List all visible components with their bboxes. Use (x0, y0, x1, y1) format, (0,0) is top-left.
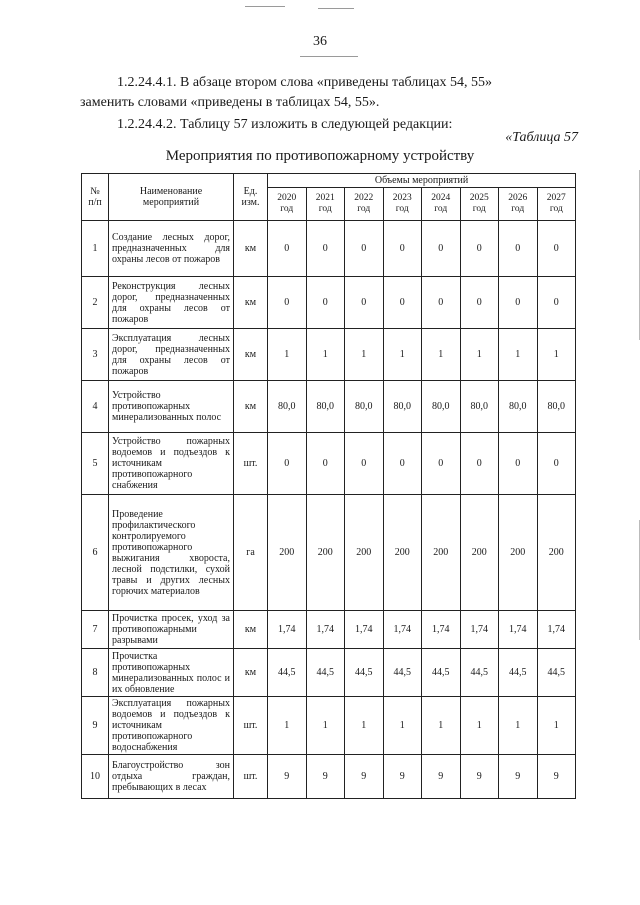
value-cell: 1 (460, 697, 499, 755)
row-number: 7 (82, 611, 109, 649)
table-row (82, 755, 576, 799)
value-cell: 1 (422, 329, 461, 381)
value-cell: 0 (383, 433, 422, 495)
value-cell: 9 (306, 755, 345, 799)
header-unit: Ед. изм. (234, 174, 268, 221)
measure-name: Создание лесных дорог, предназначенных для охраны лесов от пожаров (109, 221, 234, 277)
value-cell: 44,5 (383, 649, 422, 697)
measure-name: Проведение профилактического контролируемого противопожарного выжигания хвороста, лесной подстилки, сухой травы и других лесных горючих материалов (109, 495, 234, 611)
header-year: 2024 год (422, 188, 461, 221)
measure-name: Реконструкция лесных дорог, предназначенных для охраны лесов от пожаров (109, 277, 234, 329)
value-cell: 9 (422, 755, 461, 799)
value-cell: 44,5 (268, 649, 307, 697)
measure-name: Прочистка противопожарных минерализованных полос и их обновление (109, 649, 234, 697)
header-year: 2020 год (268, 188, 307, 221)
value-cell: 44,5 (499, 649, 538, 697)
unit-cell: км (234, 221, 268, 277)
row-number: 4 (82, 381, 109, 433)
unit-cell: шт. (234, 697, 268, 755)
table-row (82, 495, 576, 611)
value-cell: 44,5 (306, 649, 345, 697)
table-caption: Мероприятия по противопожарному устройству (165, 148, 475, 164)
value-cell: 200 (422, 495, 461, 611)
value-cell: 1,74 (499, 611, 538, 649)
header-year: 2026 год (499, 188, 538, 221)
value-cell: 1,74 (422, 611, 461, 649)
value-cell: 0 (306, 277, 345, 329)
row-number: 1 (82, 221, 109, 277)
table-row (82, 381, 576, 433)
value-cell: 1 (345, 697, 384, 755)
value-cell: 200 (306, 495, 345, 611)
value-cell: 200 (460, 495, 499, 611)
value-cell: 1 (268, 697, 307, 755)
page-number: 36 (313, 34, 327, 49)
value-cell: 1 (460, 329, 499, 381)
value-cell: 0 (306, 433, 345, 495)
value-cell: 1 (499, 329, 538, 381)
value-cell: 1,74 (383, 611, 422, 649)
unit-cell: шт. (234, 755, 268, 799)
unit-cell: км (234, 381, 268, 433)
value-cell: 1 (345, 329, 384, 381)
value-cell: 9 (345, 755, 384, 799)
value-cell: 0 (383, 277, 422, 329)
value-cell: 0 (306, 221, 345, 277)
header-year: 2027 год (537, 188, 576, 221)
unit-cell: га (234, 495, 268, 611)
header-volumes: Объемы мероприятий (268, 174, 576, 188)
row-number: 2 (82, 277, 109, 329)
value-cell: 200 (345, 495, 384, 611)
header-year: 2022 год (345, 188, 384, 221)
fire-prevention-table (81, 173, 576, 799)
value-cell: 0 (383, 221, 422, 277)
value-cell: 80,0 (383, 381, 422, 433)
value-cell: 80,0 (460, 381, 499, 433)
unit-cell: км (234, 611, 268, 649)
value-cell: 1 (422, 697, 461, 755)
value-cell: 9 (499, 755, 538, 799)
value-cell: 44,5 (537, 649, 576, 697)
value-cell: 80,0 (345, 381, 384, 433)
measure-name: Эксплуатация лесных дорог, предназначенных для охраны лесов от пожаров (109, 329, 234, 381)
value-cell: 0 (499, 433, 538, 495)
amendment-paragraph-1-line-2: заменить словами «приведены в таблицах 54, 55». (80, 95, 380, 110)
value-cell: 0 (268, 221, 307, 277)
measure-name: Благоустройство зон отдыха граждан, пребывающих в лесах (109, 755, 234, 799)
value-cell: 1 (537, 697, 576, 755)
amendment-paragraph-2: 1.2.24.4.2. Таблицу 57 изложить в следующей редакции: (117, 117, 453, 132)
value-cell: 200 (383, 495, 422, 611)
unit-cell: км (234, 649, 268, 697)
table-body (82, 221, 576, 799)
value-cell: 1 (268, 329, 307, 381)
value-cell: 1,74 (345, 611, 384, 649)
value-cell: 0 (460, 433, 499, 495)
value-cell: 80,0 (499, 381, 538, 433)
value-cell: 0 (268, 277, 307, 329)
value-cell: 0 (499, 221, 538, 277)
measure-name: Устройство противопожарных минерализованных полос (109, 381, 234, 433)
scan-artifact (245, 6, 285, 7)
row-number: 9 (82, 697, 109, 755)
value-cell: 9 (383, 755, 422, 799)
unit-cell: км (234, 277, 268, 329)
unit-cell: км (234, 329, 268, 381)
row-number: 5 (82, 433, 109, 495)
row-number: 3 (82, 329, 109, 381)
value-cell: 44,5 (422, 649, 461, 697)
table-label: «Таблица 57 (505, 130, 578, 145)
table-row (82, 277, 576, 329)
measure-name: Устройство пожарных водоемов и подъездов к источникам противопожарного снабжения (109, 433, 234, 495)
table-row (82, 697, 576, 755)
row-number: 10 (82, 755, 109, 799)
value-cell: 1 (499, 697, 538, 755)
value-cell: 80,0 (306, 381, 345, 433)
value-cell: 44,5 (460, 649, 499, 697)
scan-artifact (300, 56, 358, 57)
value-cell: 1 (537, 329, 576, 381)
value-cell: 0 (422, 277, 461, 329)
value-cell: 200 (268, 495, 307, 611)
header-year: 2025 год (460, 188, 499, 221)
value-cell: 1,74 (537, 611, 576, 649)
amendment-paragraph-1-line-1: 1.2.24.4.1. В абзаце втором слова «приведены таблицах 54, 55» (117, 75, 492, 90)
header-year: 2023 год (383, 188, 422, 221)
value-cell: 0 (345, 433, 384, 495)
value-cell: 1 (306, 329, 345, 381)
value-cell: 9 (268, 755, 307, 799)
value-cell: 0 (537, 277, 576, 329)
value-cell: 9 (537, 755, 576, 799)
measure-name: Эксплуатация пожарных водоемов и подъездов к источникам противопожарного водоснабжения (109, 697, 234, 755)
value-cell: 0 (345, 221, 384, 277)
value-cell: 9 (460, 755, 499, 799)
value-cell: 0 (422, 433, 461, 495)
scan-artifact (318, 8, 354, 9)
value-cell: 0 (268, 433, 307, 495)
table-row (82, 221, 576, 277)
row-number: 8 (82, 649, 109, 697)
value-cell: 80,0 (268, 381, 307, 433)
value-cell: 0 (422, 221, 461, 277)
table-row (82, 433, 576, 495)
value-cell: 0 (460, 277, 499, 329)
value-cell: 200 (537, 495, 576, 611)
header-name: Наименование мероприятий (109, 174, 234, 221)
table-row (82, 611, 576, 649)
value-cell: 1 (306, 697, 345, 755)
value-cell: 0 (537, 433, 576, 495)
value-cell: 200 (499, 495, 538, 611)
header-num: № п/п (82, 174, 109, 221)
value-cell: 0 (537, 221, 576, 277)
value-cell: 1 (383, 697, 422, 755)
table-row (82, 649, 576, 697)
value-cell: 0 (499, 277, 538, 329)
value-cell: 1,74 (268, 611, 307, 649)
measure-name: Прочистка просек, уход за противопожарными разрывами (109, 611, 234, 649)
value-cell: 80,0 (537, 381, 576, 433)
value-cell: 0 (345, 277, 384, 329)
value-cell: 1 (383, 329, 422, 381)
header-year: 2021 год (306, 188, 345, 221)
unit-cell: шт. (234, 433, 268, 495)
value-cell: 80,0 (422, 381, 461, 433)
value-cell: 1,74 (306, 611, 345, 649)
value-cell: 1,74 (460, 611, 499, 649)
value-cell: 0 (460, 221, 499, 277)
table-row (82, 329, 576, 381)
row-number: 6 (82, 495, 109, 611)
value-cell: 44,5 (345, 649, 384, 697)
